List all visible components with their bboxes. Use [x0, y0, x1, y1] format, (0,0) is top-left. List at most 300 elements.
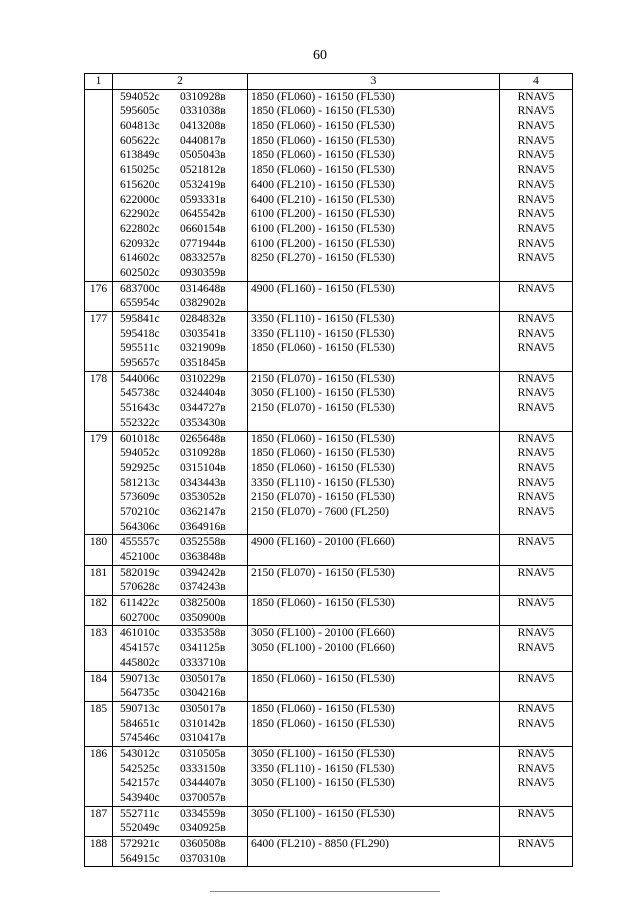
point-line [116, 207, 244, 222]
column-header: 1 [85, 74, 113, 90]
latitude: 595841с [120, 313, 160, 326]
level-line: 6400 (FL210) - 16150 (FL530) [251, 178, 395, 191]
column-header: 2 [113, 74, 248, 90]
longitude: 0310928в [180, 90, 226, 103]
level-line: 1850 (FL060) - 16150 (FL530) [251, 461, 395, 474]
longitude: 0314648в [180, 282, 226, 295]
table-row [85, 701, 573, 746]
latitude: 545738с [120, 387, 160, 400]
latitude: 455557с [120, 536, 160, 549]
table-row [85, 746, 573, 806]
navigation-spec [500, 535, 573, 565]
level-line: 1850 (FL060) - 16150 (FL530) [251, 432, 395, 445]
latitude: 615620с [120, 178, 160, 191]
route-number: 187 [85, 806, 113, 836]
bottom-rule [210, 891, 440, 892]
point-line [116, 807, 244, 822]
table-header-row [85, 74, 573, 90]
navigation-spec [500, 565, 573, 595]
table-row [85, 596, 573, 626]
point-line [116, 104, 244, 119]
nav-line: RNAV5 [517, 105, 555, 118]
route-points [113, 431, 248, 535]
level-line: 1850 (FL060) - 16150 (FL530) [251, 149, 395, 162]
route-number: 176 [85, 281, 113, 311]
point-line [116, 178, 244, 193]
longitude: 0360508в [180, 838, 226, 851]
route-points [113, 89, 248, 281]
route-points [113, 535, 248, 565]
level-line: 3050 (FL100) - 16150 (FL530) [251, 387, 395, 400]
table-row [85, 671, 573, 701]
latitude: 592925с [120, 461, 160, 474]
route-number: 179 [85, 431, 113, 535]
navigation-spec [500, 281, 573, 311]
route-number: 182 [85, 596, 113, 626]
point-line [116, 356, 244, 371]
point-line [116, 432, 244, 447]
latitude: 570628с [120, 581, 160, 594]
point-line [116, 611, 244, 626]
longitude: 0370057в [180, 792, 226, 805]
latitude: 604813с [120, 120, 160, 133]
navigation-spec [500, 431, 573, 535]
nav-line: RNAV5 [517, 597, 555, 610]
route-points [113, 312, 248, 372]
point-line [116, 776, 244, 791]
nav-line: RNAV5 [517, 237, 555, 250]
level-line: 1850 (FL060) - 16150 (FL530) [251, 672, 395, 685]
longitude: 0303541в [180, 327, 226, 340]
level-line: 1850 (FL060) - 16150 (FL530) [251, 105, 395, 118]
table-row [85, 312, 573, 372]
point-line [116, 134, 244, 149]
nav-line: RNAV5 [517, 447, 555, 460]
point-line [116, 416, 244, 431]
longitude: 0353430в [180, 416, 226, 429]
latitude: 613849с [120, 149, 160, 162]
latitude: 572921с [120, 838, 160, 851]
latitude: 570210с [120, 505, 160, 518]
latitude: 584651с [120, 717, 160, 730]
longitude: 0394242в [180, 566, 226, 579]
longitude: 0341125в [180, 642, 226, 655]
point-line [116, 821, 244, 836]
route-number: 184 [85, 671, 113, 701]
latitude: 614602с [120, 252, 160, 265]
point-line [116, 372, 244, 387]
latitude: 564915с [120, 852, 160, 865]
longitude: 0310142в [180, 717, 226, 730]
longitude: 0521812в [180, 164, 226, 177]
nav-line: RNAV5 [517, 313, 555, 326]
navigation-spec [500, 89, 573, 281]
latitude: 542525с [120, 762, 160, 775]
flight-levels [248, 626, 500, 671]
latitude: 622000с [120, 193, 160, 206]
nav-line: RNAV5 [517, 627, 555, 640]
level-line: 2150 (FL070) - 16150 (FL530) [251, 372, 395, 385]
latitude: 452100с [120, 551, 160, 564]
latitude: 581213с [120, 476, 160, 489]
point-line [116, 731, 244, 746]
route-points [113, 626, 248, 671]
level-line: 4900 (FL160) - 16150 (FL530) [251, 282, 395, 295]
longitude: 0304216в [180, 687, 226, 700]
table-row [85, 626, 573, 671]
navigation-spec [500, 837, 573, 867]
table-row [85, 535, 573, 565]
latitude: 655954с [120, 297, 160, 310]
level-line: 6100 (FL200) - 16150 (FL530) [251, 208, 395, 221]
latitude: 601018с [120, 432, 160, 445]
point-line [116, 520, 244, 535]
latitude: 551643с [120, 402, 160, 415]
level-line: 3050 (FL100) - 16150 (FL530) [251, 807, 395, 820]
point-line [116, 119, 244, 134]
nav-line: RNAV5 [517, 327, 555, 340]
route-number: 183 [85, 626, 113, 671]
point-line [116, 717, 244, 732]
latitude: 611422с [120, 597, 160, 610]
level-line: 2150 (FL070) - 16150 (FL530) [251, 566, 395, 579]
route-table [84, 73, 573, 867]
longitude: 0265648в [180, 432, 226, 445]
latitude: 461010с [120, 627, 160, 640]
longitude: 0343443в [180, 476, 226, 489]
level-line: 2150 (FL070) - 7600 (FL250) [251, 505, 389, 518]
route-points [113, 837, 248, 867]
table-row [85, 89, 573, 281]
longitude: 0333150в [180, 762, 226, 775]
navigation-spec [500, 671, 573, 701]
longitude: 0331038в [180, 105, 226, 118]
longitude: 0350900в [180, 611, 226, 624]
latitude: 622902с [120, 208, 160, 221]
latitude: 543940с [120, 792, 160, 805]
nav-line: RNAV5 [517, 282, 555, 295]
nav-line: RNAV5 [517, 536, 555, 549]
point-line [116, 566, 244, 581]
flight-levels [248, 837, 500, 867]
navigation-spec [500, 312, 573, 372]
latitude: 552049с [120, 822, 160, 835]
nav-line: RNAV5 [517, 702, 555, 715]
longitude: 0335358в [180, 627, 226, 640]
point-line [116, 386, 244, 401]
longitude: 0351845в [180, 357, 226, 370]
point-line [116, 476, 244, 491]
longitude: 0305017в [180, 672, 226, 685]
latitude: 595511с [120, 342, 160, 355]
nav-line: RNAV5 [517, 252, 555, 265]
latitude: 552711с [120, 807, 160, 820]
longitude: 0374243в [180, 581, 226, 594]
route-points [113, 565, 248, 595]
table-row [85, 837, 573, 867]
level-line: 1850 (FL060) - 16150 (FL530) [251, 597, 395, 610]
point-line [116, 490, 244, 505]
point-line [116, 505, 244, 520]
navigation-spec [500, 701, 573, 746]
longitude: 0310505в [180, 747, 226, 760]
latitude: 564735с [120, 687, 160, 700]
point-line [116, 626, 244, 641]
longitude: 0771944в [180, 237, 226, 250]
nav-line: RNAV5 [517, 747, 555, 760]
route-points [113, 371, 248, 431]
latitude: 594052с [120, 90, 160, 103]
route-number: 180 [85, 535, 113, 565]
point-line [116, 672, 244, 687]
point-line [116, 341, 244, 356]
point-line [116, 461, 244, 476]
point-line [116, 163, 244, 178]
latitude: 615025с [120, 164, 160, 177]
nav-line: RNAV5 [517, 672, 555, 685]
flight-levels [248, 535, 500, 565]
longitude: 0362147в [180, 505, 226, 518]
point-line [116, 401, 244, 416]
table-body [85, 89, 573, 867]
longitude: 0333710в [180, 656, 226, 669]
latitude: 564306с [120, 520, 160, 533]
nav-line: RNAV5 [517, 120, 555, 133]
level-line: 6100 (FL200) - 16150 (FL530) [251, 222, 395, 235]
route-points [113, 281, 248, 311]
table-row [85, 806, 573, 836]
longitude: 0352558в [180, 536, 226, 549]
level-line: 1850 (FL060) - 16150 (FL530) [251, 90, 395, 103]
nav-line: RNAV5 [517, 387, 555, 400]
flight-levels [248, 701, 500, 746]
longitude: 0324404в [180, 387, 226, 400]
nav-line: RNAV5 [517, 476, 555, 489]
level-line: 3350 (FL110) - 16150 (FL530) [251, 762, 395, 775]
longitude: 0310229в [180, 372, 226, 385]
level-line: 1850 (FL060) - 16150 (FL530) [251, 342, 395, 355]
longitude: 0353052в [180, 491, 226, 504]
navigation-spec [500, 371, 573, 431]
longitude: 0413208в [180, 120, 226, 133]
point-line [116, 251, 244, 266]
point-line [116, 312, 244, 327]
point-line [116, 296, 244, 311]
point-line [116, 282, 244, 297]
point-line [116, 90, 244, 105]
level-line: 6400 (FL210) - 8850 (FL290) [251, 838, 389, 851]
nav-line: RNAV5 [517, 762, 555, 775]
table-row [85, 281, 573, 311]
longitude: 0930359в [180, 266, 226, 279]
route-number: 177 [85, 312, 113, 372]
flight-levels [248, 89, 500, 281]
navigation-spec [500, 746, 573, 806]
navigation-spec [500, 806, 573, 836]
level-line: 3050 (FL100) - 20100 (FL660) [251, 642, 395, 655]
point-line [116, 237, 244, 252]
nav-line: RNAV5 [517, 222, 555, 235]
longitude: 0382500в [180, 597, 226, 610]
nav-line: RNAV5 [517, 491, 555, 504]
level-line: 1850 (FL060) - 16150 (FL530) [251, 702, 395, 715]
route-points [113, 671, 248, 701]
point-line [116, 446, 244, 461]
latitude: 590713с [120, 672, 160, 685]
latitude: 543012с [120, 747, 160, 760]
nav-line: RNAV5 [517, 372, 555, 385]
table-row [85, 431, 573, 535]
longitude: 0505043в [180, 149, 226, 162]
latitude: 590713с [120, 702, 160, 715]
table-row [85, 371, 573, 431]
nav-line: RNAV5 [517, 505, 555, 518]
level-line: 4900 (FL160) - 20100 (FL660) [251, 536, 395, 549]
flight-levels [248, 671, 500, 701]
route-number [85, 89, 113, 281]
point-line [116, 193, 244, 208]
nav-line: RNAV5 [517, 838, 555, 851]
longitude: 0344407в [180, 777, 226, 790]
point-line [116, 747, 244, 762]
longitude: 0645542в [180, 208, 226, 221]
point-line [116, 535, 244, 550]
nav-line: RNAV5 [517, 777, 555, 790]
nav-line: RNAV5 [517, 402, 555, 415]
level-line: 1850 (FL060) - 16150 (FL530) [251, 134, 395, 147]
nav-line: RNAV5 [517, 149, 555, 162]
longitude: 0344727в [180, 402, 226, 415]
level-line: 3350 (FL110) - 16150 (FL530) [251, 327, 395, 340]
point-line [116, 266, 244, 281]
nav-line: RNAV5 [517, 461, 555, 474]
flight-levels [248, 596, 500, 626]
level-line: 3050 (FL100) - 16150 (FL530) [251, 747, 395, 760]
level-line: 1850 (FL060) - 16150 (FL530) [251, 164, 395, 177]
longitude: 0593331в [180, 193, 226, 206]
nav-line: RNAV5 [517, 134, 555, 147]
level-line: 1850 (FL060) - 16150 (FL530) [251, 120, 395, 133]
level-line: 2150 (FL070) - 16150 (FL530) [251, 402, 395, 415]
point-line [116, 686, 244, 701]
point-line [116, 148, 244, 163]
nav-line: RNAV5 [517, 164, 555, 177]
point-line [116, 641, 244, 656]
point-line [116, 837, 244, 852]
point-line [116, 596, 244, 611]
level-line: 3050 (FL100) - 20100 (FL660) [251, 627, 395, 640]
point-line [116, 327, 244, 342]
route-points [113, 596, 248, 626]
flight-levels [248, 281, 500, 311]
point-line [116, 222, 244, 237]
latitude: 595418с [120, 327, 160, 340]
route-number: 185 [85, 701, 113, 746]
level-line: 2150 (FL070) - 16150 (FL530) [251, 491, 395, 504]
level-line: 1850 (FL060) - 16150 (FL530) [251, 447, 395, 460]
latitude: 594052с [120, 447, 160, 460]
flight-levels [248, 371, 500, 431]
latitude: 582019с [120, 566, 160, 579]
point-line [116, 852, 244, 867]
latitude: 622802с [120, 222, 160, 235]
latitude: 595605с [120, 105, 160, 118]
point-line [116, 580, 244, 595]
column-header: 3 [248, 74, 500, 90]
latitude: 573609с [120, 491, 160, 504]
latitude: 454157с [120, 642, 160, 655]
column-header: 4 [500, 74, 573, 90]
latitude: 620932с [120, 237, 160, 250]
latitude: 544006с [120, 372, 160, 385]
longitude: 0370310в [180, 852, 226, 865]
route-number: 181 [85, 565, 113, 595]
latitude: 605622с [120, 134, 160, 147]
level-line: 3350 (FL110) - 16150 (FL530) [251, 476, 395, 489]
nav-line: RNAV5 [517, 807, 555, 820]
nav-line: RNAV5 [517, 642, 555, 655]
longitude: 0364916в [180, 520, 226, 533]
flight-levels [248, 565, 500, 595]
longitude: 0310417в [180, 732, 226, 745]
route-points [113, 701, 248, 746]
longitude: 0340925в [180, 822, 226, 835]
nav-line: RNAV5 [517, 566, 555, 579]
level-line: 3050 (FL100) - 16150 (FL530) [251, 777, 395, 790]
flight-levels [248, 746, 500, 806]
route-number: 178 [85, 371, 113, 431]
nav-line: RNAV5 [517, 432, 555, 445]
level-line: 3350 (FL110) - 16150 (FL530) [251, 313, 395, 326]
nav-line: RNAV5 [517, 90, 555, 103]
level-line: 6100 (FL200) - 16150 (FL530) [251, 237, 395, 250]
longitude: 0440817в [180, 134, 226, 147]
latitude: 683700с [120, 282, 160, 295]
level-line: 8250 (FL270) - 16150 (FL530) [251, 252, 395, 265]
flight-levels [248, 312, 500, 372]
longitude: 0310928в [180, 447, 226, 460]
flight-levels [248, 806, 500, 836]
nav-line: RNAV5 [517, 178, 555, 191]
longitude: 0833257в [180, 252, 226, 265]
navigation-spec [500, 596, 573, 626]
table-row [85, 565, 573, 595]
latitude: 542157с [120, 777, 160, 790]
flight-levels [248, 431, 500, 535]
latitude: 602700с [120, 611, 160, 624]
navigation-spec [500, 626, 573, 671]
longitude: 0532419в [180, 178, 226, 191]
level-line: 6400 (FL210) - 16150 (FL530) [251, 193, 395, 206]
route-points [113, 746, 248, 806]
latitude: 574546с [120, 732, 160, 745]
point-line [116, 550, 244, 565]
longitude: 0305017в [180, 702, 226, 715]
nav-line: RNAV5 [517, 208, 555, 221]
longitude: 0382902в [180, 297, 226, 310]
point-line [116, 702, 244, 717]
point-line [116, 762, 244, 777]
point-line [116, 791, 244, 806]
latitude: 602502с [120, 266, 160, 279]
latitude: 552322с [120, 416, 160, 429]
longitude: 0334559в [180, 807, 226, 820]
point-line [116, 656, 244, 671]
nav-line: RNAV5 [517, 342, 555, 355]
longitude: 0321909в [180, 342, 226, 355]
page-number: 60 [313, 48, 327, 63]
nav-line: RNAV5 [517, 193, 555, 206]
